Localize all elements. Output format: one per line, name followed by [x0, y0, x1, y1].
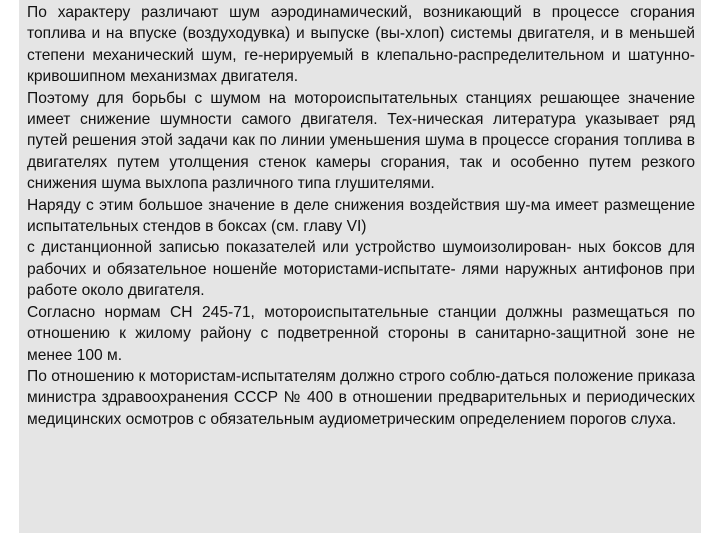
- text-panel: [19, 0, 701, 533]
- paragraph-test-boxes: Наряду с этим большое значение в деле снижения воздействия шу-ма имеет размещение испытательных стендов в боксах (см. главу VI): [27, 196, 695, 236]
- paragraph-medical-examinations: По отношению к мотористам-испытателям должно строго соблю-даться положение приказа министра здравоохранения СССР № 400 в отношении предварительных и периодических медицинских осмотров с обязательным аудиометрическим определением порогов слуха.: [27, 367, 695, 428]
- paragraph-sanitary-norms: Согласно нормам СН 245-71, мотороиспытательные станции должны размещаться по отношению к жилому району с подветренной стороны в санитарно-защитной зоне не менее 100 м.: [27, 303, 695, 364]
- paragraph-remote-recording: с дистанционной записью показателей или устройство шумоизолирован- ных боксов для рабочих и обязательное ношенйе мотористами-испытате- лями наружных антифонов при работе около двигателя.: [27, 239, 695, 300]
- paragraph-noise-types: По характеру различают шум аэродинамический, возникающий в процессе сгорания топлива и на впуске (воздуходувка) и выпуске (вы-хлоп) системы двигателя, и в меньшей степени механический шум, ге-нерируемый в клепально-распределительном и шатунно-кривошипном механизмах двигателя.: [27, 4, 695, 86]
- paragraph-engine-noise-reduction: Поэтому для борьбы с шумом на мотороиспытательных станциях решающее значение имеет снижение шумности самого двигателя. Тех-ническая литература указывает ряд путей решения этой задачи как по линии уменьшения шума в процессе сгорания топлива в двигателях путем утолщения стенок камеры сгорания, так и особенно путем резкого снижения шума выхлопа различного типа глушителями.: [27, 89, 695, 193]
